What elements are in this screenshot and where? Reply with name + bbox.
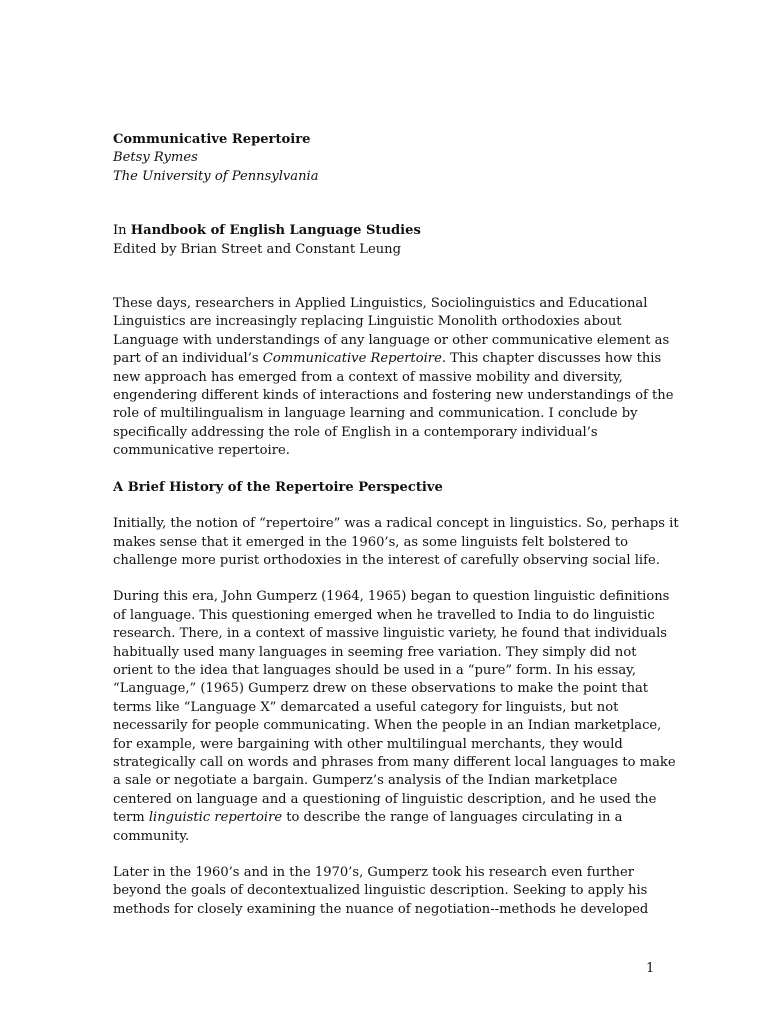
page-number: 1 (646, 961, 655, 976)
text-line: challenge more purist orthodoxies in the interest of carefully observing social life. (113, 552, 660, 568)
text-line: community. (113, 828, 190, 844)
text-line: role of multilingualism in language learning and communication. I conclude by (113, 406, 638, 422)
text-line: specifically addressing the role of English in a contemporary individual’s (113, 424, 598, 440)
text-line (113, 350, 661, 368)
document-page (113, 131, 679, 919)
book-title: Handbook of English Language Studies (130, 223, 421, 239)
emphasis-term: linguistic repertoire (148, 810, 283, 826)
text-line: During this era, John Gumperz (1964, 1965) began to question linguistic definitions (113, 589, 670, 605)
section-heading: A Brief History of the Repertoire Perspective (113, 479, 443, 495)
text-line: Linguistics are increasingly replacing Linguistic Monolith orthodoxies about (113, 314, 622, 330)
document-title: Communicative Repertoire (113, 132, 311, 147)
emphasis-term: Communicative Repertoire (262, 351, 442, 367)
text-line: makes sense that it emerged in the 1960’s, as some linguists felt bolstered to (113, 534, 628, 550)
text-line: new approach has emerged from a context of massive mobility and diversity, (113, 369, 623, 385)
text-line: engendering different kinds of interactions and fostering new understandings of the (113, 388, 674, 404)
text-line: orient to the idea that languages should be used in a “pure” form. In his essay, (113, 662, 636, 678)
text-line: terms like “Language X” demarcated a useful category for linguists, but not (113, 699, 619, 715)
text-line: for example, were bargaining with other multilingual merchants, they would (113, 736, 623, 752)
text-line: These days, researchers in Applied Linguistics, Sociolinguistics and Educational (113, 296, 648, 312)
author-name: Betsy Rymes (113, 150, 198, 166)
text-line: habitually used many languages in seeming free variation. They simply did not (113, 644, 637, 660)
text-fragment: term (113, 810, 149, 826)
author-affiliation: The University of Pennsylvania (113, 168, 319, 184)
body-paragraph-2 (113, 588, 676, 846)
text-line: necessarily for people communicating. When the people in an Indian marketplace, (113, 718, 662, 734)
text-line: beyond the goals of decontextualized linguistic description. Seeking to apply his (113, 883, 648, 899)
source-prefix: In (113, 223, 131, 239)
text-fragment: to describe the range of languages circulating in a (282, 810, 623, 826)
text-line: communicative repertoire. (113, 443, 290, 459)
text-line: research. There, in a context of massive linguistic variety, he found that individuals (113, 626, 667, 642)
text-line: Later in the 1960’s and in the 1970’s, Gumperz took his research even further (113, 865, 634, 880)
text-line: centered on language and a questioning of linguistic description, and he used the (113, 791, 657, 807)
source-line (113, 222, 661, 240)
editors-line: Edited by Brian Street and Constant Leung (113, 241, 401, 257)
text-line: strategically call on words and phrases from many different local languages to make (113, 754, 676, 770)
text-fragment: . This chapter discusses how this (441, 351, 662, 367)
text-line: a sale or negotiate a bargain. Gumperz’s analysis of the Indian marketplace (113, 773, 618, 789)
text-line: methods for closely examining the nuance of negotiation--methods he developed (113, 901, 649, 917)
text-line: Initially, the notion of “repertoire” was a radical concept in linguistics. So, perhaps it (113, 516, 679, 532)
body-paragraph-1 (113, 515, 679, 570)
text-fragment: part of an individual’s (113, 351, 263, 367)
text-line: of language. This questioning emerged when he travelled to India to do linguistic (113, 607, 655, 623)
text-line (113, 809, 661, 827)
text-line: “Language,” (1965) Gumperz drew on these observations to make the point that (113, 681, 649, 697)
text-line: Language with understandings of any language or other communicative element as (113, 332, 670, 348)
abstract-paragraph (113, 295, 674, 461)
body-paragraph-3 (113, 864, 661, 919)
